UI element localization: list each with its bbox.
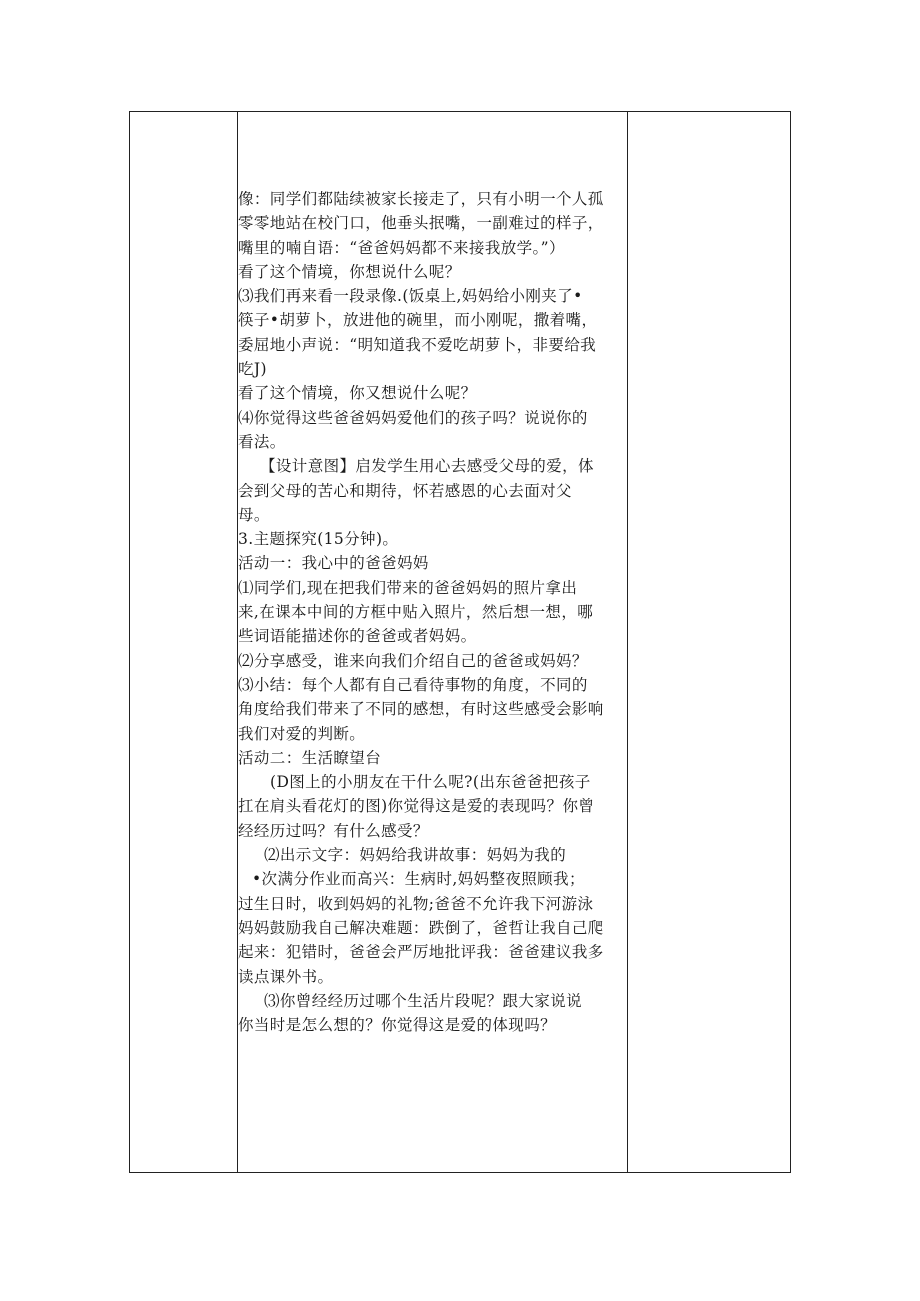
content-line: 经经历过吗？有什么感受？: [238, 821, 429, 840]
content-line: 看了这个情境，你又想说什么呢？: [238, 384, 477, 403]
content-line: (D图上的小朋友在干什么呢?(出东爸爸把孩子: [270, 773, 591, 792]
content-line: 母。: [238, 505, 270, 524]
content-line: ⑵出示文字：妈妈给我讲故事：妈妈为我的: [264, 846, 567, 865]
content-line: 你当时是怎么想的？你觉得这是爱的体现吗？: [238, 1016, 557, 1035]
content-line: 会到父母的苦心和期待，怀若感恩的心去面对父: [238, 481, 572, 500]
content-line: 零零地站在校门口，他垂头抿嘴，一副难过的样子，: [238, 214, 604, 233]
content-line: 嘴里的喃自语：“爸爸妈妈都不来接我放学。”）: [238, 238, 565, 257]
lesson-table: [129, 111, 791, 1173]
content-line: 妈妈鼓励我自己解决难题：跌倒了，爸哲让我自己爬: [238, 918, 604, 937]
content-line: 起来：犯错时，爸爸会严厉地批评我：爸爸建议我多: [238, 943, 604, 962]
content-line: 过生日时，收到妈妈的礼物;爸爸不允许我下河游泳: [238, 894, 594, 913]
content-line: ⑵分享感受，谁来向我们介绍自己的爸爸或妈妈？: [238, 651, 588, 670]
content-line: 来,在课本中间的方框中贴入照片，然后想一想，哪: [238, 603, 594, 622]
content-line: ⑶你曾经经历过哪个生活片段呢？跟大家说说: [264, 991, 583, 1010]
content-line: 我们对爱的判断。: [238, 724, 366, 743]
content-line: 看了这个情境，你想说什么呢？: [238, 262, 461, 281]
content-line: 些词语能描述你的爸爸或者妈妈。: [238, 627, 477, 646]
content-line: 委屈地小声说：“明知道我不爱吃胡萝卜，非要给我: [238, 335, 597, 354]
content-line: ⑴同学们,现在把我们带来的爸爸妈妈的照片拿出: [238, 578, 578, 597]
content-line: 扛在肩头看花灯的图)你觉得这是爱的表现吗？你曾: [238, 797, 595, 816]
content-line: •次满分作业而高兴：生病时,妈妈整夜照顾我；: [252, 870, 585, 889]
content-line: 活动一：我心中的爸爸妈妈: [238, 554, 429, 573]
content-line: ⑷你觉得这些爸爸妈妈爱他们的孩子吗？说说你的: [238, 408, 588, 427]
content-line: 3.主题探究(15分钟)。: [238, 530, 399, 549]
content-line: 角度给我们带来了不同的感想，有时这些感受会影响: [238, 700, 604, 719]
content-line: ⑶小结：每个人都有自己看待事物的角度，不同的: [238, 675, 588, 694]
content-line: 筷子•胡萝卜，放进他的碗里，而小刚呢，撒着嘴，: [238, 311, 598, 330]
lesson-content-cell: [238, 187, 626, 1037]
column-divider-right: [627, 112, 628, 1172]
content-line: 吃J): [238, 360, 267, 379]
content-line: 活动二：生活瞭望台: [238, 748, 382, 767]
content-line: 看法。: [238, 432, 286, 451]
content-line: ⑶我们再来看一段录像.(饭桌上,妈妈给小刚夹了•: [238, 287, 583, 306]
content-line: 像：同学们都陆续被家长接走了，只有小明一个人孤: [238, 190, 604, 208]
content-line: 读点课外书。: [238, 967, 334, 986]
content-line: 【设计意图】启发学生用心去感受父母的爱，体: [260, 457, 594, 476]
